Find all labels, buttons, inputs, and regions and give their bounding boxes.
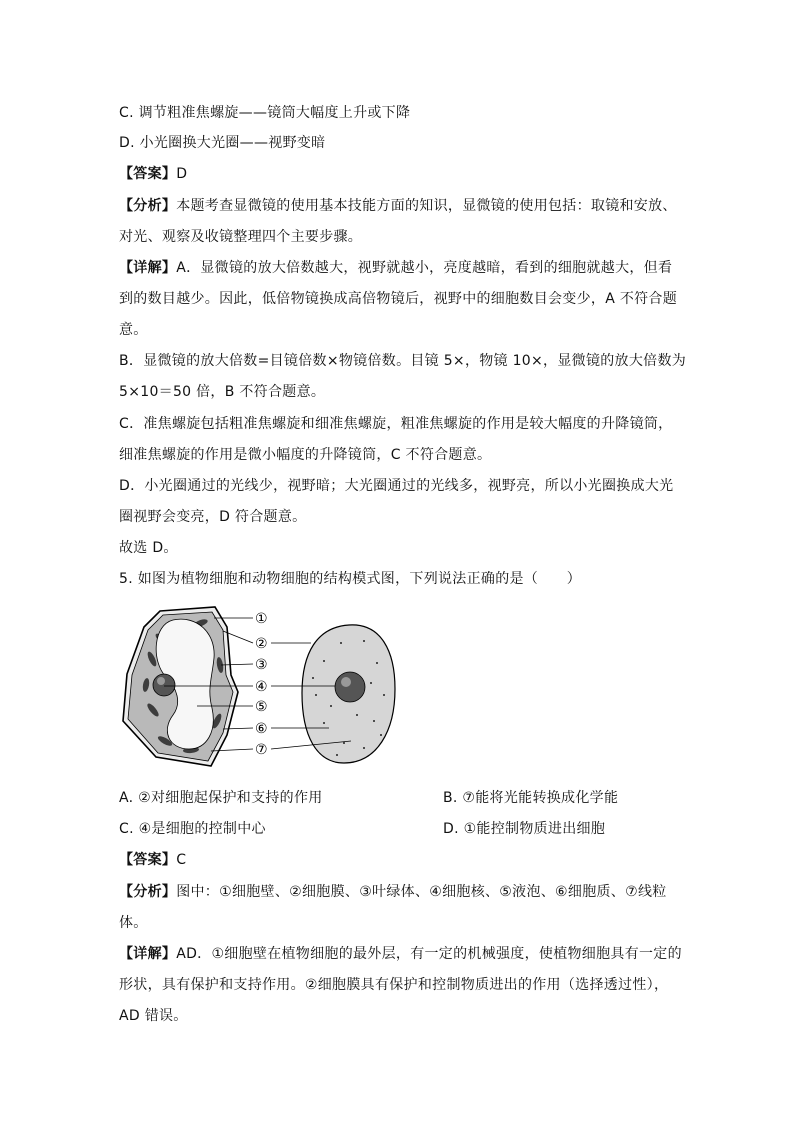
analysis-tag: 【分析】	[119, 884, 177, 900]
answer-q5	[119, 850, 186, 870]
plant-nucleus	[153, 674, 175, 696]
detail-q5-line2: 形状，具有保护和支持作用。②细胞膜具有保护和控制物质进出的作用（选择透过性），	[119, 977, 669, 993]
question-5: 5. 如图为植物细胞和动物细胞的结构模式图，下列说法正确的是（ ）	[119, 571, 582, 587]
detail-q4-line1	[119, 258, 672, 278]
detail-q4-line2: 到的数目越少。因此，低倍物镜换成高倍物镜后，视野中的细胞数目会变少，A 不符合题	[119, 291, 678, 307]
detail-tag: 【详解】	[119, 946, 177, 962]
option-c-q4: C. 调节粗准焦螺旋——镜筒大幅度上升或下降	[119, 105, 411, 121]
option-b-q5: B. ⑦能将光能转换成化学能	[443, 790, 619, 806]
label-6: ⑥	[255, 721, 268, 737]
detail-q4-line3: 意。	[119, 322, 148, 338]
animal-nucleus	[335, 672, 365, 702]
plant-cell	[123, 607, 238, 766]
conclusion-q4: 故选 D。	[119, 540, 178, 556]
analysis-tag: 【分析】	[119, 198, 177, 214]
detail-q4-line6: C．准焦螺旋包括粗准焦螺旋和细准焦螺旋，粗准焦螺旋的作用是较大幅度的升降镜筒，	[119, 416, 673, 432]
answer-tag: 【答案】	[119, 166, 177, 182]
label-4: ④	[255, 679, 268, 695]
analysis-text: 本题考查显微镜的使用基本技能方面的知识，显微镜的使用包括：取镜和安放、	[176, 198, 677, 214]
option-d-q5: D. ①能控制物质进出细胞	[443, 821, 606, 837]
analysis-q5-line2: 体。	[119, 915, 148, 931]
detail-q4-line4: B．显微镜的放大倍数=目镜倍数×物镜倍数。目镜 5×，物镜 10×，显微镜的放大倍数为	[119, 353, 687, 369]
detail-q5-line1	[119, 944, 682, 964]
option-a-q5: A. ②对细胞起保护和支持的作用	[119, 790, 323, 806]
label-2: ②	[255, 636, 268, 652]
label-3: ③	[255, 657, 268, 673]
label-1: ①	[255, 611, 268, 627]
analysis-q4-line2: 对光、观察及收镜整理四个主要步骤。	[119, 229, 363, 245]
answer-tag: 【答案】	[119, 852, 177, 868]
detail-text: A．显微镜的放大倍数越大，视野就越小，亮度越暗，看到的细胞就越大，但看	[176, 260, 673, 276]
detail-q4-line9: 圈视野会变亮，D 符合题意。	[119, 509, 307, 525]
detail-q4-line8: D．小光圈通过的光线少，视野暗；大光圈通过的光线多，视野亮，所以小光圈换成大光	[119, 478, 674, 494]
detail-q5-line3: AD 错误。	[119, 1008, 188, 1024]
label-7: ⑦	[255, 742, 268, 758]
option-c-q5: C. ④是细胞的控制中心	[119, 821, 266, 837]
detail-q4-line7: 细准焦螺旋的作用是微小幅度的升降镜筒，C 不符合题意。	[119, 447, 492, 463]
label-5: ⑤	[255, 699, 268, 715]
detail-text: AD．①细胞壁在植物细胞的最外层，有一定的机械强度，使植物细胞具有一定的	[176, 946, 682, 962]
analysis-q5-line1	[119, 882, 667, 902]
animal-cell	[302, 625, 395, 763]
analysis-text: 图中：①细胞壁、②细胞膜、③叶绿体、④细胞核、⑤液泡、⑥细胞质、⑦线粒	[176, 884, 667, 900]
option-d-q4: D. 小光圈换大光圈——视野变暗	[119, 135, 326, 151]
detail-tag: 【详解】	[119, 260, 177, 276]
answer-value: C	[176, 852, 187, 868]
cell-diagram	[119, 603, 419, 775]
answer-q4	[119, 164, 187, 184]
detail-q4-line5: 5×10＝50 倍，B 不符合题意。	[119, 384, 326, 400]
answer-value: D	[176, 166, 188, 182]
analysis-q4-line1	[119, 196, 677, 216]
